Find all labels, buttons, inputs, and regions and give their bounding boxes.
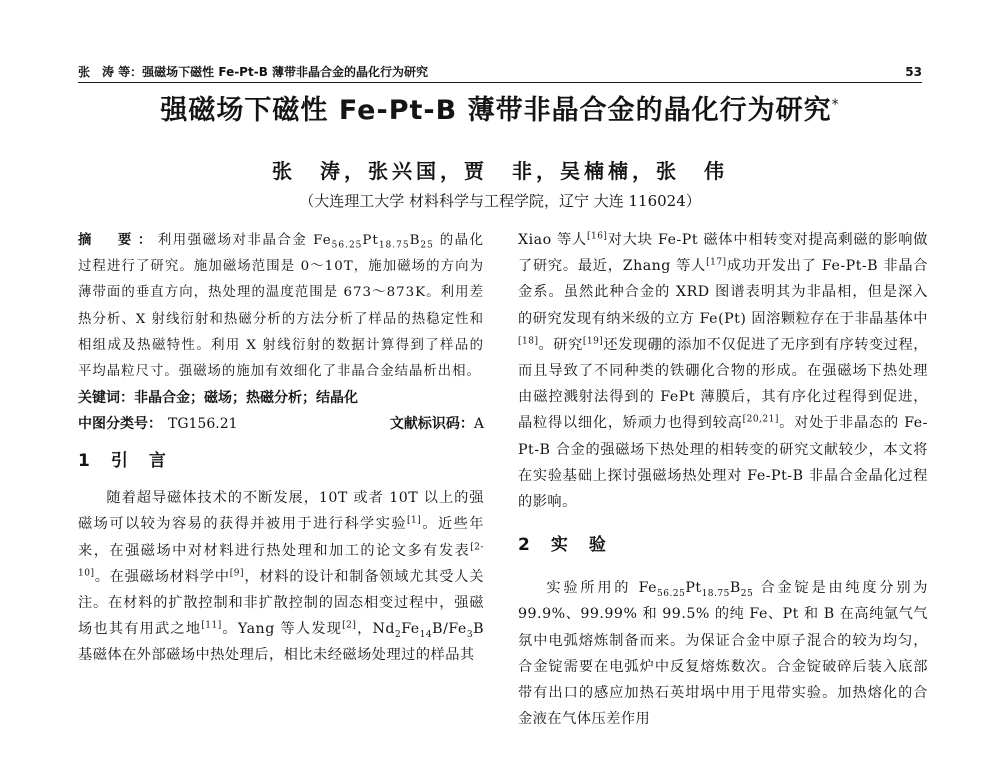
citation: [2-10] bbox=[78, 541, 484, 579]
citation: [2] bbox=[342, 620, 357, 631]
body-text: 。研究 bbox=[538, 336, 583, 353]
affiliation: （大连理工大学 材料科学与工程学院，辽宁 大连 116024） bbox=[299, 192, 701, 210]
citation: [16] bbox=[586, 231, 608, 242]
citation: [18] bbox=[518, 336, 539, 347]
subscript: 2 bbox=[395, 630, 402, 641]
subscript: 18.75 bbox=[378, 240, 410, 251]
running-title: 张 涛 等：强磁场下磁性 Fe-Pt-B 薄带非晶合金的晶化行为研究 bbox=[78, 65, 429, 79]
running-header bbox=[78, 64, 922, 83]
citation: [19] bbox=[582, 336, 604, 347]
subscript: 14 bbox=[419, 630, 433, 641]
abstract-text: Pt bbox=[362, 233, 379, 248]
section-heading-experiment: 2 实 验 bbox=[518, 535, 608, 556]
body-text: Pt bbox=[685, 580, 702, 597]
abstract-text: 利用强磁场对非晶合金 Fe bbox=[157, 233, 332, 248]
clc-label: 中图分类号： bbox=[78, 416, 162, 433]
citation: [20,21] bbox=[742, 414, 779, 425]
right-intro-paragraph bbox=[518, 227, 928, 515]
body-text: Xiao 等人 bbox=[518, 232, 587, 248]
clc-block bbox=[78, 411, 238, 437]
citation: [9] bbox=[229, 568, 245, 579]
body-text: ，Nd bbox=[356, 621, 395, 638]
citation: [1] bbox=[407, 515, 422, 526]
subscript: 25 bbox=[740, 589, 754, 600]
keywords-label: 关键词： bbox=[78, 390, 134, 407]
body-text: 随着超导磁体技术的不断发展，10T 或者 10T 以上的强磁场可以较为容易的获得并被用于进行科学实验 bbox=[78, 490, 484, 533]
intro-paragraph bbox=[78, 485, 484, 668]
body-text: Fe bbox=[401, 621, 420, 638]
classification-row bbox=[78, 411, 484, 437]
body-text: 对大块 Fe-Pt 磁体中相转变对提高剩磁的影响做了研究。最近，Zhang 等人 bbox=[518, 232, 928, 275]
abstract-text: 的晶化过程进行了研究。施加磁场范围是 0～10T，施加磁场的方向为薄带面的垂直方向，热处理的温度范围是 673～873K。利用差热分析、X 射线衍射和热磁分析的方法分析了样品的热稳定性和相组成及热磁特性。利用 X 射线衍射的数据计算得到了样品的平均晶粒尺寸。强磁场的施加有效细化了非晶合金结晶析出相。 bbox=[78, 233, 484, 380]
abstract bbox=[78, 227, 484, 385]
title-footnote-mark: * bbox=[831, 97, 840, 113]
body-text: 。在强磁场材料学中 bbox=[94, 568, 230, 585]
left-column bbox=[78, 227, 484, 669]
body-text: B/Fe bbox=[432, 621, 467, 638]
subscript: 3 bbox=[466, 630, 474, 641]
clc-value: TG156.21 bbox=[168, 416, 238, 433]
body-text: 合金锭是由纯度分别为 99.9%、99.99% 和 99.5% 的纯 Fe、Pt 和 B 在高纯氩气气氛中电弧熔炼制备而来。为保证合金中原子混合的较为均匀，合金锭需要在电弧炉中反复熔炼数次。合金锭破碎后装入底部带有出口的感应加热石英坩埚中用于甩带实验。加热熔化的合金液在气体压差作用 bbox=[518, 580, 928, 728]
subscript: 25 bbox=[420, 240, 434, 251]
subscript: 56.25 bbox=[331, 240, 363, 251]
body-text: B bbox=[729, 580, 741, 597]
doc-code-block bbox=[390, 411, 484, 437]
doc-code-value: A bbox=[473, 416, 484, 433]
body-text: ，材料的设计和制备领域尤其受人关注。在材料的扩散控制和非扩散控制的固态相变过程中，强磁场也其有用武之地 bbox=[78, 568, 484, 638]
experiment-paragraph bbox=[518, 575, 928, 732]
page-number: 53 bbox=[905, 65, 922, 79]
paper-title: 强磁场下磁性 Fe-Pt-B 薄带非晶合金的晶化行为研究 bbox=[160, 95, 832, 126]
body-text: 成功开发出了 Fe-Pt-B 非晶合金系。虽然此种合金的 XRD 图谱表明其为非晶相，但是深入的研究发现有纳米级的立方 Fe(Pt) 固溶颗粒存在于非晶基体中 bbox=[518, 258, 928, 327]
citation: [17] bbox=[706, 257, 727, 268]
abstract-label: 摘 要： bbox=[78, 232, 158, 248]
body-text: 。对处于非晶态的 Fe-Pt-B 合金的强磁场下热处理的相转变的研究文献较少，本文将在实验基础上探讨强磁场热处理对 Fe-Pt-B 非晶合金晶化过程的影响。 bbox=[518, 415, 928, 511]
body-text: B 基磁体在外部磁场中热处理后，相比未经磁场处理过的样品其 bbox=[78, 621, 484, 664]
body-text: 。Yang 等人发现 bbox=[221, 621, 343, 638]
subscript: 56.25 bbox=[657, 589, 686, 600]
doc-code-label: 文献标识码： bbox=[389, 416, 474, 433]
author-list: 张 涛，张兴国，贾 非，吴楠楠，张 伟 bbox=[272, 159, 728, 183]
body-text: 。近些年来，在强磁场中对材料进行热处理和加工的论文多有发表 bbox=[78, 516, 484, 559]
body-text: 实验所用的 Fe bbox=[546, 580, 658, 597]
body-text: 还发现硼的添加不仅促进了无序到有序转变过程，而且导致了不同种类的铁硼化合物的形成。在强磁场下热处理由磁控溅射法得到的 FePt 薄膜后，其有序化过程得到促进，晶粒得以细化，矫顽力也得到较高 bbox=[518, 336, 928, 432]
keywords-value: 非晶合金；磁场；热磁分析；结晶化 bbox=[134, 390, 358, 407]
section-heading-intro: 1 引 言 bbox=[78, 451, 168, 472]
keywords bbox=[78, 385, 484, 411]
paper-title-block bbox=[0, 93, 1000, 129]
right-column bbox=[518, 227, 928, 732]
citation: [11] bbox=[201, 620, 222, 631]
subscript: 18.75 bbox=[701, 589, 730, 600]
abstract-text: B bbox=[409, 233, 421, 248]
